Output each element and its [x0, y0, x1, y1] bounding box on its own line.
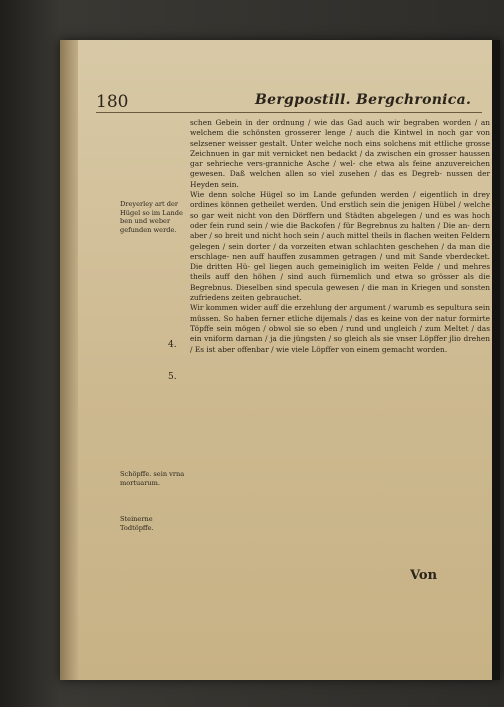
catchword: Von — [410, 568, 438, 583]
section-marker: 5. — [168, 372, 177, 382]
paragraph: schen Gebein in der ordnung / wie das Gad auch wir begraben worden / an welchem die schönsten grosserer lenge / auch die Kintwel in noch gar von selzsener weisser gestalt. Unter welche noch eins solchens mit ettliche grosse Zeichnuen in gar mit vernicket nen bedackt / da zwischen ein grosser haussen gar sehrieche vers-granniche Asche / wel- che etwa als feine anzuvereichen gewesen. Daß welchen allen so viel zusehen / das es Degreb- nussen der Heyden sein. — [190, 118, 490, 189]
margin-note: Dreyerley art der Hügel so im Lande ben und weber gefunden werde. — [120, 200, 183, 234]
body-text — [190, 118, 490, 355]
paragraph: Wir kommen wider auff die erzehlung der argument / warumb es sepultura sein müssen. So haben ferner etliche dijemals / das es keine von der natur formirte Töpffe sein mögen / obwol sie so eben / rund und ungleich / zum Meltet / das ein vniform darnan / ja die jüngsten / so gleich als sie vnser Löpffer jlio drehen / Es ist aber offenbar / wie viele Löpffer von einem gemacht worden. — [190, 303, 490, 354]
header-rule — [96, 112, 482, 113]
margin-note: Schöpffe. sein vrna mortuarum. — [120, 470, 185, 487]
paragraph: Wie denn solche Hügel so im Lande gefunden werden / eigentlich in drey ordines können getheilet werden. Und erstlich sein die jenigen Hübel / welche so gar weit nicht von den Dörffern und Städten abgelegen / und es was hoch oder fein rund sein / wie die Backofen / für Begrebnus zu halten / Die an- dern aber / so breit und nicht hoch sein / auch mittel theils in flachen weiten Feldern gelegen / sein dorter / da vorzeiten etwan schlachten geschehen / da man die erschlage- nen auff hauffen zusammen getragen / und mit Sande vberdecket. Die dritten Hü- gel liegen auch gemeiniglich im weiten Felde / und mehres theils auff den höhen / sind auch fürnemlich und etwa so grösser als die Begrebnus. Dieselben sind specula gewesen / die man in Kriegen und sonsten zufriedens zeiten gebrauchet. — [190, 190, 490, 303]
running-title: Bergpostill. Bergchronica. — [255, 92, 472, 108]
section-marker: 4. — [168, 340, 177, 350]
page-number: 180 — [96, 92, 129, 112]
margin-note: Steinerne Todtöpffe. — [120, 515, 154, 532]
binding-shadow — [492, 40, 500, 680]
page-edge — [60, 40, 78, 680]
